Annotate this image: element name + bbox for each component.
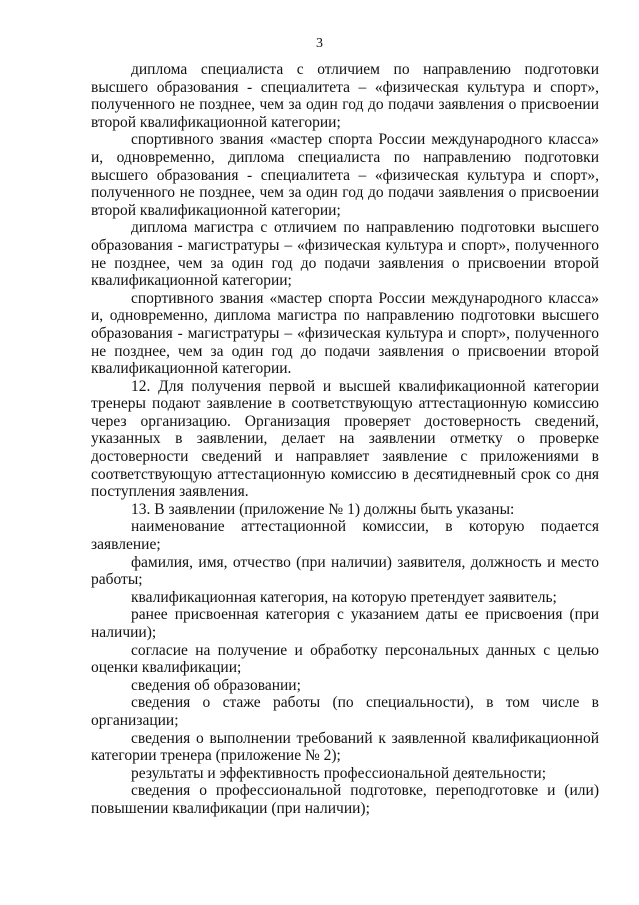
paragraph: наименование аттестационной комиссии, в которую подается заявление; xyxy=(91,518,599,554)
paragraph: сведения о стаже работы (по специальности), в том числе в организации; xyxy=(91,694,599,729)
paragraph: сведения о профессиональной подготовке, переподготовке и (или) повышении квалификации (при наличии); xyxy=(91,782,599,817)
paragraph: согласие на получение и обработку персональных данных с целью оценки квалификации; xyxy=(91,641,599,677)
paragraph: результаты и эффективность профессиональной деятельности; xyxy=(131,764,547,782)
paragraph: диплома специалиста с отличием по направлению подготовки высшего образования - специалитета – «физическая культура и спорт», полученного не позднее, чем за один год до подачи заявления о присвоении второй квалификационной категории; xyxy=(91,61,599,131)
paragraph: спортивного звания «мастер спорта России международного класса» и, одновременно, диплома специалиста по направлению подготовки высшего образования - специалитета – «физическая культура и спорт», полученного не позднее, чем за один год до подачи заявления о присвоении второй квалификационной категории; xyxy=(91,131,599,219)
paragraph: фамилия, имя, отчество (при наличии) заявителя, должность и место работы; xyxy=(91,553,599,589)
paragraph: спортивного звания «мастер спорта России международного класса» и, одновременно, диплома магистра по направлению подготовки высшего образования - магистратуры – «физическая культура и спорт», полученного не позднее, чем за один год до подачи заявления о присвоении второй квалификационной категории. xyxy=(91,289,599,378)
paragraph: ранее присвоенная категория с указанием даты ее присвоения (при наличии); xyxy=(91,606,599,641)
document-body xyxy=(91,61,599,818)
paragraph: сведения об образовании; xyxy=(131,676,301,694)
page-number: 3 xyxy=(316,36,323,51)
paragraph: сведения о выполнении требований к заявленной квалификационной категории тренера (приложение № 2); xyxy=(91,729,599,765)
paragraph: квалификационная категория, на которую претендует заявитель; xyxy=(131,588,557,606)
paragraph: 13. В заявлении (приложение № 1) должны быть указаны: xyxy=(131,500,515,518)
paragraph: диплома магистра с отличием по направлению подготовки высшего образования - магистратуры – «физическая культура и спорт», полученного не позднее, чем за один год до подачи заявления о присвоении второй квалификационной категории; xyxy=(91,219,599,290)
paragraph: 12. Для получения первой и высшей квалификационной категории тренеры подают заявление в соответствующую аттестационную комиссию через организацию. Организация проверяет достоверность сведений, указанных в заявлении, делает на заявлении отметку о проверке достоверности сведений и направляет заявление с приложениями в соответствующую аттестационную комиссию в десятидневный срок со дня поступления заявления. xyxy=(91,377,599,501)
